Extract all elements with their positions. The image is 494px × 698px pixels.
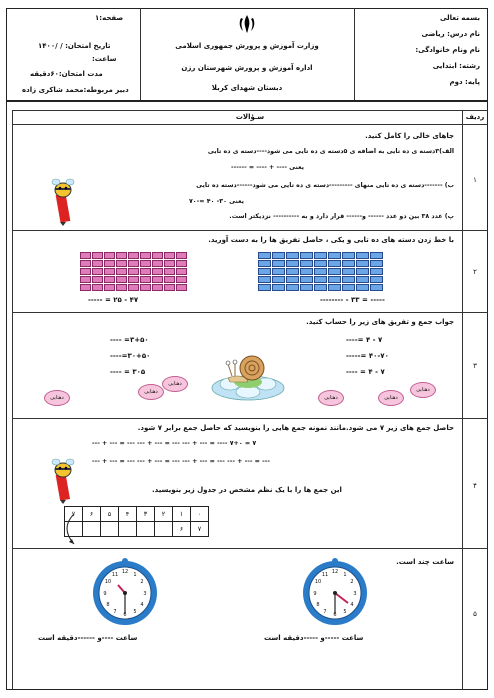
block-cell	[152, 276, 163, 283]
block-cell	[272, 268, 285, 275]
table-row	[65, 507, 209, 522]
block-cell	[92, 276, 103, 283]
header-vline-left	[140, 8, 141, 100]
q5-title: ساعت چند است.	[396, 558, 454, 566]
q3-bubble-2: دهتایی	[138, 384, 164, 400]
block-cell	[342, 284, 355, 291]
clock-right-icon	[300, 558, 370, 628]
block-cell	[140, 260, 151, 267]
block-cell	[258, 276, 271, 283]
block-cell	[286, 268, 299, 275]
header-left-line4: مدت امتحان:۶۰دقیقه	[30, 70, 103, 78]
block-cell	[356, 260, 369, 267]
block-cell	[104, 284, 115, 291]
svg-text:7: 7	[323, 609, 327, 615]
svg-text:4: 4	[350, 602, 354, 608]
table-cell: ۷	[65, 507, 83, 522]
block-cell	[328, 284, 341, 291]
block-cell	[164, 252, 175, 259]
header-right-line5: پایه: دوم	[449, 78, 480, 86]
block-cell	[300, 260, 313, 267]
svg-text:12: 12	[331, 569, 339, 575]
block-cell	[116, 260, 127, 267]
row-number-3: ۳	[473, 362, 477, 370]
header-vline-right	[354, 8, 355, 100]
block-cell	[152, 284, 163, 291]
block-cell	[92, 284, 103, 291]
row-divider-3	[12, 418, 488, 419]
header-right-line1: بسمه تعالی	[439, 14, 480, 22]
table-cell	[119, 522, 137, 537]
block-cell	[92, 252, 103, 259]
block-cell	[286, 260, 299, 267]
block-cell	[286, 276, 299, 283]
header-left-line5: دبیر مربوطه:محمد شاکری زاده	[22, 86, 129, 94]
block-cell	[314, 260, 327, 267]
block-cell	[356, 284, 369, 291]
block-cell	[152, 260, 163, 267]
table-header-line	[12, 124, 488, 125]
block-cell	[176, 252, 187, 259]
q3-title: جواب جمع و تفریق های زیر را حساب کنید.	[306, 318, 454, 326]
svg-text:11: 11	[321, 572, 329, 578]
block-cell	[176, 260, 187, 267]
block-cell	[314, 276, 327, 283]
svg-text:5: 5	[133, 609, 137, 615]
curved-arrow-icon	[58, 512, 78, 546]
table-top-line	[12, 110, 488, 111]
block-cell	[92, 260, 103, 267]
block-cell	[128, 284, 139, 291]
table-cell: ۶	[173, 522, 191, 537]
row-number-4: ۴	[473, 482, 477, 490]
table-cell: ۴	[119, 507, 137, 522]
block-cell	[328, 260, 341, 267]
table-cell	[101, 522, 119, 537]
header-left-line2: تاریخ امتحان: / /۱۴۰۰	[38, 42, 111, 50]
block-cell	[272, 276, 285, 283]
table-cell: ۳	[137, 507, 155, 522]
block-cell	[328, 268, 341, 275]
row-number-2: ۲	[473, 268, 477, 276]
column-row-header: ردیف	[465, 113, 485, 121]
bee-pencil-illustration-2	[48, 456, 78, 504]
block-cell	[314, 268, 327, 275]
q2-title: با خط زدن دسته های ده تایی و یکی ، حاصل تفریق ها را به دست آورید.	[208, 236, 454, 244]
row-divider-1	[12, 230, 488, 231]
block-cell	[128, 260, 139, 267]
q3-bubble-4: دهتایی	[318, 390, 344, 406]
block-cell	[342, 252, 355, 259]
block-cell	[258, 284, 271, 291]
table-cell	[137, 522, 155, 537]
q3-right-3: ۷ - ۴ = ----	[346, 368, 385, 376]
block-cell	[176, 268, 187, 275]
q1-part-a-sub: یعنی ---- + ---- = ------	[231, 164, 304, 171]
q3-bubble-1: دهتایی	[44, 390, 70, 406]
block-cell	[258, 252, 271, 259]
table-cell: ۷	[191, 522, 209, 537]
block-cell	[116, 284, 127, 291]
block-cell	[140, 284, 151, 291]
q3-left-2: ۳۰+۵۰=----	[110, 352, 151, 360]
block-cell	[164, 260, 175, 267]
block-cell	[140, 252, 151, 259]
svg-text:2: 2	[140, 579, 144, 585]
svg-text:11: 11	[111, 572, 119, 578]
block-cell	[342, 276, 355, 283]
header-left-line3: ساعت:	[92, 55, 117, 63]
row-divider-4	[12, 548, 488, 549]
clock-left-icon	[90, 558, 160, 628]
row-divider-2	[12, 312, 488, 313]
column-questions-header: سـؤالات	[235, 113, 265, 121]
block-cell	[286, 252, 299, 259]
block-cell	[370, 260, 383, 267]
table-cell: ۱	[173, 507, 191, 522]
svg-text:8: 8	[106, 602, 110, 608]
q4-title: حاصل جمع های زیر ۷ می شود.مانند نمونه جمع هایی را بنویسید که حاصل جمع برابر ۷ شود.	[137, 424, 454, 432]
block-cell	[314, 252, 327, 259]
q4-instruction: این جمع ها را با یک نظم مشخص در جدول زیر بنویسید.	[152, 486, 342, 494]
bee-pencil-illustration	[48, 176, 78, 226]
block-cell	[104, 260, 115, 267]
block-cell	[356, 252, 369, 259]
block-cell	[92, 268, 103, 275]
block-cell	[176, 276, 187, 283]
header-divider	[6, 100, 488, 102]
q2-blocks-33	[258, 252, 383, 291]
svg-text:2: 2	[350, 579, 354, 585]
header-right-line4: رشته: ابتدایی	[432, 62, 480, 70]
header-center-line1: وزارت آموزش و پرورش جمهوری اسلامی	[175, 42, 319, 50]
snail-flower-illustration	[208, 348, 288, 402]
block-cell	[140, 276, 151, 283]
q1-part-a: الف)۳دسته ی ده تایی به اضافه ی ۵دسته ی ده تایی می شود----دسته ی ده تایی	[207, 148, 454, 155]
block-cell	[80, 276, 91, 283]
block-cell	[356, 276, 369, 283]
q1-part-b-sub: یعنی ۳۰- ۴۰ =-۷۰	[188, 198, 244, 205]
svg-text:3: 3	[143, 591, 147, 597]
svg-text:1: 1	[133, 572, 137, 578]
svg-text:6: 6	[123, 612, 127, 618]
q1-title: جاهای خالی را کامل کنید.	[365, 132, 454, 140]
q4-line-1: ۷ = ۷+۰ ---- = --- + --- --- = --- + --- --- = --- + ---	[92, 440, 257, 447]
block-cell	[300, 252, 313, 259]
block-cell	[356, 268, 369, 275]
block-cell	[370, 268, 383, 275]
svg-text:4: 4	[140, 602, 144, 608]
block-cell	[104, 276, 115, 283]
table-cell: ۰	[191, 507, 209, 522]
header-right-line3: نام ونام خانوادگی:	[415, 46, 480, 54]
block-cell	[258, 260, 271, 267]
svg-text:7: 7	[113, 609, 117, 615]
block-cell	[116, 276, 127, 283]
table-cell: ۲	[155, 507, 173, 522]
row-number-1: ۱	[473, 176, 477, 184]
block-cell	[370, 284, 383, 291]
block-cell	[342, 268, 355, 275]
block-cell	[116, 252, 127, 259]
block-cell	[286, 284, 299, 291]
table-row	[65, 522, 209, 537]
block-cell	[104, 252, 115, 259]
block-cell	[152, 252, 163, 259]
block-cell	[328, 276, 341, 283]
block-cell	[128, 276, 139, 283]
q1-part-c: پ) عدد ۳۸ بین دو عدد ------ و------ قرار دارد و به ---------- نزدیکتر است.	[229, 213, 454, 220]
svg-text:6: 6	[333, 612, 337, 618]
header-left-line1: صفحه:۱	[95, 14, 124, 22]
block-cell	[128, 252, 139, 259]
table-cell: ۶	[83, 507, 101, 522]
block-cell	[164, 276, 175, 283]
q3-right-1: ۷ - ۴ =----	[346, 336, 383, 344]
block-cell	[80, 252, 91, 259]
svg-text:9: 9	[313, 591, 317, 597]
inner-left-line	[12, 110, 13, 690]
block-cell	[80, 260, 91, 267]
q3-left-3: ۳۰۵ = ----	[110, 368, 146, 376]
block-cell	[272, 252, 285, 259]
block-cell	[152, 268, 163, 275]
svg-text:1: 1	[343, 572, 347, 578]
block-cell	[300, 276, 313, 283]
row-number-5: ۵	[473, 610, 477, 618]
q4-number-table	[64, 506, 209, 537]
block-cell	[80, 268, 91, 275]
svg-text:5: 5	[343, 609, 347, 615]
table-cell	[83, 522, 101, 537]
q3-bubble-6: دهتایی	[410, 382, 436, 398]
q2-blocks-47	[80, 252, 187, 291]
q2-equation-right: ----- = ۳۳ - --------	[320, 296, 385, 304]
table-cell	[155, 522, 173, 537]
svg-text:9: 9	[103, 591, 107, 597]
block-cell	[314, 284, 327, 291]
q4-line-2: --- = --- + --- --- = --- + --- --- = --- + --- --- = --- + ---	[92, 458, 270, 465]
block-cell	[140, 268, 151, 275]
block-cell	[272, 260, 285, 267]
block-cell	[370, 252, 383, 259]
block-cell	[176, 284, 187, 291]
header-right-line2: نام درس: ریاضی	[421, 30, 480, 38]
q5-right-answer: ساعت -----و -----دقیقه است	[264, 634, 364, 642]
svg-text:8: 8	[316, 602, 320, 608]
block-cell	[128, 268, 139, 275]
header-center-line2: اداره آموزش و پرورش شهرستان رزن	[181, 64, 313, 72]
iran-emblem-icon	[236, 13, 258, 35]
block-cell	[370, 276, 383, 283]
svg-text:12: 12	[121, 569, 129, 575]
block-cell	[258, 268, 271, 275]
block-cell	[164, 268, 175, 275]
block-cell	[116, 268, 127, 275]
block-cell	[300, 284, 313, 291]
row-number-column-line	[462, 110, 463, 690]
q3-bubble-3: دهتایی	[162, 376, 188, 392]
q3-left-1: ۳+۵۰= ----	[110, 336, 149, 344]
q5-left-answer: ساعت ----و ------دقیقه است	[38, 634, 138, 642]
header-center-line3: دبستان شهدای کربلا	[211, 84, 283, 92]
block-cell	[80, 284, 91, 291]
svg-text:10: 10	[314, 579, 322, 585]
block-cell	[104, 268, 115, 275]
table-cell: ۵	[101, 507, 119, 522]
block-cell	[328, 252, 341, 259]
svg-text:10: 10	[104, 579, 112, 585]
svg-text:3: 3	[353, 591, 357, 597]
q3-bubble-5: دهتایی	[378, 390, 404, 406]
q1-part-b: ب) -------دسته ی ده تایی منهای ---------دسته ی ده تایی می شود------دسته ده تایی	[196, 182, 454, 189]
block-cell	[300, 268, 313, 275]
q2-equation-left: ۴۷ - ۲۵ = -----	[88, 296, 139, 304]
q3-right-2: ۴۰-۷۰ =-----	[346, 352, 389, 360]
block-cell	[272, 284, 285, 291]
block-cell	[164, 284, 175, 291]
block-cell	[342, 260, 355, 267]
